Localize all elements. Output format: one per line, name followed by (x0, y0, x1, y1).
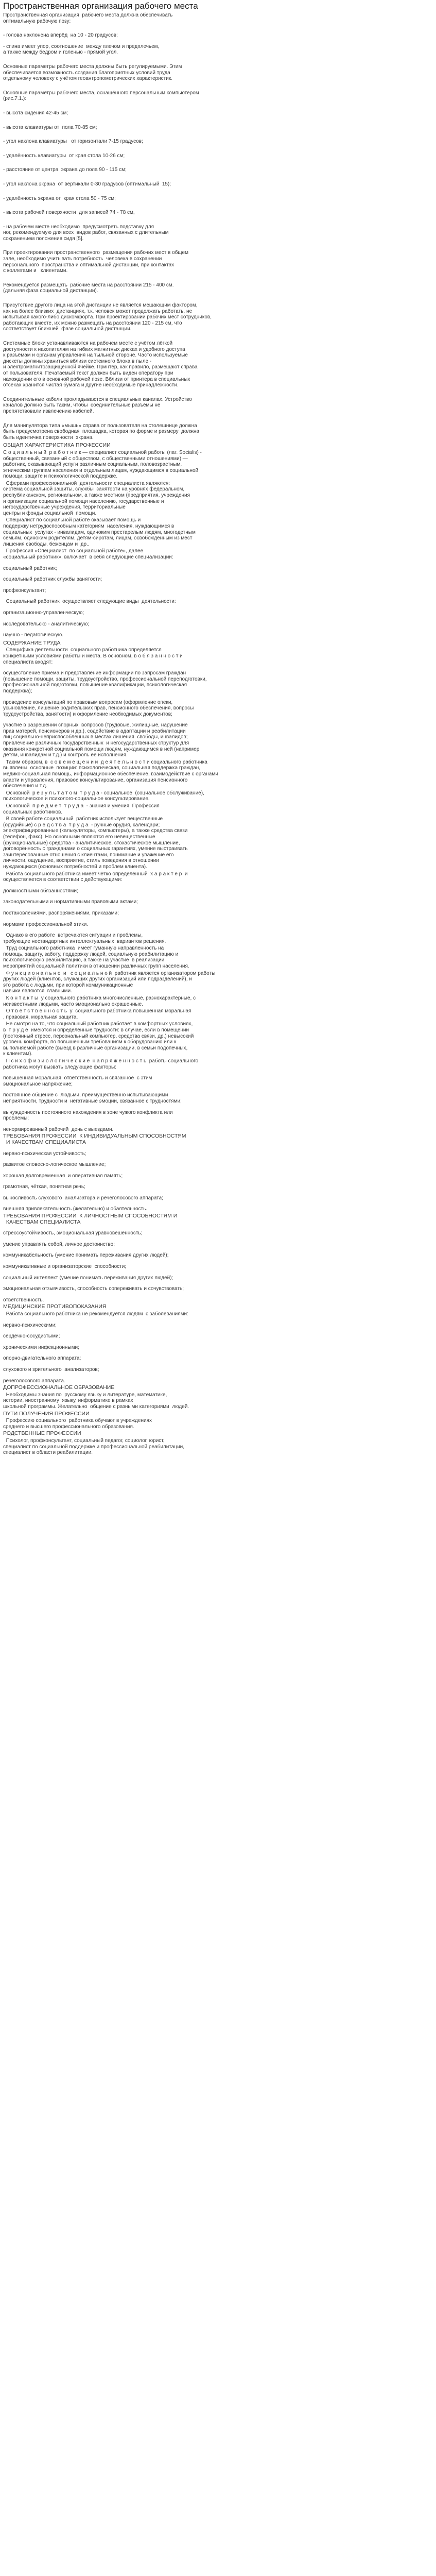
section-heading-content: СОДЕРЖАНИЕ ТРУДА (3, 639, 61, 646)
param-screen-distance: - удалённость экрана от края стола 50 - 75 см; (3, 195, 116, 201)
list-item: хорошая долговременная и оперативная память; (3, 1173, 123, 1179)
list-item: повышенная моральная ответственность и связанное с этим эмоциональное напряжение; (3, 1075, 152, 1087)
list-item: хроническими инфекционными; (3, 1344, 79, 1350)
section-heading-medical: МЕДИЦИНСКИЕ ПРОТИВОПОКАЗАНИЯ (3, 1303, 107, 1310)
list-item: нервно-психическими; (3, 1322, 57, 1328)
cables-paragraph: Соединительные кабели прокладываются в специальных каналах. Устройство каналов должно быть таким, чтобы соединительные разъёмы не препятствовали извлечению кабелей. (3, 396, 192, 414)
list-item: грамотная, чёткая, понятная речь; (3, 1184, 85, 1190)
content-paragraph: Работа социального работника имеет чётко определённый х а р а к т е р и осуществляется в соответствии с действующими: (3, 871, 188, 883)
page-title: Пространственная организация рабочего места (3, 1, 198, 11)
general-paragraph: Специалист по социальной работе оказывает помощь и поддержку нетрудоспособным категориям населения, нуждающимся в социальных услугах - инвалидам, одиноким престарелым людям, многодетным семьям, одиноким родителям, детям-сиротам, лицам, освобождённым из мест лишения свободы, беженцам и др.. (3, 517, 196, 547)
list-item: сердечно-сосудистыми; (3, 1333, 60, 1340)
list-item: социальный работник службы занятости; (3, 577, 102, 583)
list-item: ответственность. (3, 1297, 44, 1303)
list-item: развитое словесно-логическое мышление; (3, 1162, 106, 1168)
list-item: ненормированный рабочий день с выездами. (3, 1126, 114, 1132)
list-item: законодательными и нормативными правовыми актами; (3, 899, 138, 905)
list-item: профконсультант; (3, 587, 46, 594)
section-heading-individual: ТРЕБОВАНИЯ ПРОФЕССИИ К ИНДИВИДУАЛЬНЫМ СПОСОБНОСТЯМ И КАЧЕСТВАМ СПЕЦИАЛИСТА (3, 1133, 186, 1145)
related-paragraph: Психолог, профконсультант, социальный педагог, социолог, юрист, специалист по социальной поддержке и профессиональной реабилитации, специалист в области реабилитации. (3, 1437, 185, 1456)
section-heading-general: ОБЩАЯ ХАРАКТЕРИСТИКА ПРОФЕССИИ (3, 442, 111, 449)
list-item: социальный интеллект (умение понимать переживания других людей); (3, 1275, 173, 1281)
content-paragraph: Специфика деятельности социального работника определяется конкретными условиями работы и места. В основном, в о б я з а н н о с т и специалиста входят: (3, 647, 183, 665)
phase-paragraph: Присутствие другого лица на этой дистанции не является мешающим фактором, как на более близких дистанциях, т.к. человек может продолжать работать, не испытывая какого-либо дискомфорта. При проектировании рабочих мест сотрудников, работающих вместе, их можно размещать на расстоянии 120 - 215 см, что соответствует ближней фазе социальной дистанции. (3, 302, 212, 332)
list-item: социальный работник; (3, 565, 57, 571)
list-item: коммуникативные и организаторские способности; (3, 1264, 127, 1270)
param-keyboard-height: - высота клавиатуры от пола 70-85 см; (3, 124, 97, 130)
content-paragraph: участие в разрешении спорных вопросов (трудовые, жилищные, нарушение прав матерей, пенсионеров и др.), содействие в адаптации и реабилитации лиц социально-неприспособленных в местах лишения свободы, инвалидов; привлечение различных государственных и негосударственных структур для оказания конкретной социальной помощи людям, нуждающимся в ней (например детям, инвалидам и т.д.) и контроль ее исполнения. (3, 722, 200, 758)
intro-paragraph: Пространственная организация рабочего места должна обеспечивать оптимальную рабочую позу: (3, 12, 173, 24)
education-paragraph: Необходимы знания по русскому языку и литературе, математике, истории, иностранному языку, информатике в рамках школьной программы. Желательно общение с разными категориями людей. (3, 1392, 189, 1410)
content-paragraph: проведение консультаций по правовым вопросам (оформление опеки, усыновление, лишение родительских прав, пенсионного обеспечения, вопросы трудоустройства, занятости) и оформление необходимых документов; (3, 699, 194, 717)
list-item: вынужденность постоянного нахождения в зоне чужого конфликта или проблемы; (3, 1109, 173, 1122)
param-work-surface: - высота рабочей поверхности для записей 74 - 78 см, (3, 210, 135, 216)
posture-item-head: - голова наклонена вперёд на 10 - 20 градусов; (3, 32, 118, 39)
paths-paragraph: Профессию социального работника обучают в учреждениях среднего и высшего профессионального образования. (3, 1418, 152, 1430)
list-item: научно - педагогическую. (3, 632, 64, 638)
distance-paragraph: Рекомендуется размещать рабочие места на расстоянии 215 - 400 см. (дальняя фаза социальной дистанции). (3, 282, 174, 294)
content-paragraph: Труд социального работника имеет гуманную направленность на помощь, защиту, заботу, поддержку людей, социальную реабилитацию и психологическую реабилитацию, а также на участие в реализации мероприятий социальной политики в отношении различных групп населения. (3, 945, 189, 970)
list-item: постановлениями, распоряжениями, приказами; (3, 910, 119, 916)
param-screen-height: - расстояние от центра экрана до пола 90 - 115 см; (3, 167, 127, 173)
general-paragraph: С о ц и а л ь н ы й р а б о т н и к — специалист социальной работы (лат. Socialis) - общественный, связанный с обществом, с общественными отношениями) — работник, оказывающий услуги различным социальным, половозрастным, этническим группам населения и отдельным лицам, нуждающимся в социальной помощи, защите и психологической поддержке. (3, 449, 202, 480)
general-paragraph: Профессия «Специалист по социальной работе», далее «социальный работник», включает в себя следующие специализации: (3, 548, 173, 560)
list-item: нервно-психическая устойчивость; (3, 1150, 86, 1157)
list-item: стрессоустойчивость, эмоциональная уравновешенность; (3, 1230, 143, 1236)
pc-params-paragraph: Основные параметры рабочего места, оснащённого персональным компьютером (рис.7.1.): (3, 90, 199, 102)
content-paragraph: В своей работе социальный работник использует вещественные (орудийные) с р е д с т в а т р у д а - ручные орудия, календари; электрифицированные (калькуляторы, компьютеры), а также средства связи (телефон, факс). Но основными являются его невещественные (функциональные) средства - аналитическое, стохастическое мышление, договорённость с гражданами о социальных гарантиях, умение выстраивать заинтересованные отношения с клиентами, понимание и уважение его личности, ощущение, восприятие, стиль поведения в отношении нуждающихся (основных потребностей и проблем клиента). (3, 816, 188, 870)
param-seat: - высота сидения 42-45 см; (3, 110, 68, 116)
medical-paragraph: Работа социального работника не рекомендуется людям с заболеваниями: (3, 1311, 188, 1317)
content-paragraph: К о н т а к т ы у социального работника многочисленные, разнохарактерные, с неизвестными людьми, часто эмоционально окрашенные. (3, 995, 196, 1007)
posture-item-back: - спина имеет упор, соотношение между плечом и предплечьем, а также между бедром и голенью - прямой угол. (3, 43, 160, 56)
content-paragraph: П с и х о ф и з и о л о г и ч е с к и е н а п р я ж е н н о с т ь работы социального работника могут вызвать следующие факторы: (3, 1058, 199, 1070)
content-paragraph: О т в е т с т в е н н о с т ь у социального работника повышенная моральная , правовая, моральная защита. (3, 1008, 191, 1020)
list-item: умение управлять собой, личное достоинство; (3, 1241, 115, 1247)
param-screen-angle: - угол наклона экрана от вертикали 0-30 градусов (оптимальный 15); (3, 181, 171, 187)
section-heading-personal: ТРЕБОВАНИЯ ПРОФЕССИИ К ЛИЧНОСТНЫМ СПОСОБНОСТЯМ И КАЧЕСТВАМ СПЕЦИАЛИСТА (3, 1213, 178, 1225)
content-paragraph: Таким образом, в с о в е м е щ е н и и д е я т е л ь н о с т и социального работника выявлены основные позиции: психологическая, социальная поддержка граждан, медико-социальная помощь, информационное обеспечение, взаимодействие с органами власти и управления, правовое консультирование, организация пенсионного обеспечения и т.д. (3, 759, 218, 789)
list-item: исследовательско - аналитическую; (3, 621, 90, 627)
content-paragraph: Однако в его работе встречаются ситуации и проблемы, требующие нестандартных интеллектуальных вариантов решения. (3, 933, 166, 944)
system-units-paragraph: Системные блоки устанавливаются на рабочем месте с учётом лёгкой доступности к накопителям на гибких магнитных дисках и удобного доступа к разъёмам и органам управления на тыльной стороне. Часто используемые дискеты должны храниться вблизи системного блока в пыле - и электромагнитозащищённой ячейке. Принтер, как правило, размещают справа от пользователя. Печатаемый текст должен быть виден оператору при нахождении его в основной рабочей позе. Вблизи от принтера в специальных отсеках хранится чистая бумага и другие необходимые принадлежности. (3, 341, 198, 388)
param-footrest: - на рабочем месте необходимо предусмотреть подставку для ног, рекомендуемую для всех видов работ, связанных с длительным сохранением положения сидя [5]. (3, 224, 169, 242)
mouse-paragraph: Для манипулятора типа «мышь» справа от пользователя на столешнице должна быть предусмотрена свободная площадка, которая по форме и размеру должна быть идентична поверхности экрана. (3, 422, 199, 440)
params-paragraph: Основные параметры рабочего места должны быть регулируемыми. Этим обеспечивается возможность создания благоприятных условий труда отдельному человеку с учётом геоантропометрических характеристик. (3, 63, 182, 82)
list-item: должностными обязанностями; (3, 888, 78, 894)
list-item: речеголосового аппарата. (3, 1378, 65, 1384)
section-heading-education: ДОПРОФЕССИОНАЛЬНОЕ ОБРАЗОВАНИЕ (3, 1384, 115, 1391)
section-heading-related: РОДСТВЕННЫЕ ПРОФЕССИИ (3, 1430, 81, 1437)
content-paragraph: Основной п р е д м е т т р у д а - знания и умения. Профессия социальных работников. (3, 803, 160, 815)
param-keyboard-angle: - угол наклона клавиатуры от горизонтали 7-15 градусов; (3, 139, 143, 145)
content-paragraph: Основной р е з у л ь т а т о м т р у д а - социальное (социальное обслуживание), психологическое и психолого-социальное консультирование. (3, 790, 204, 802)
section-heading-paths: ПУТИ ПОЛУЧЕНИЯ ПРОФЕССИИ (3, 1410, 90, 1417)
list-item: нормами профессиональной этики. (3, 921, 89, 927)
list-item: слухового и зрительного анализаторов; (3, 1366, 99, 1372)
design-paragraph: При проектировании пространственного размещения рабочих мест в общем зале, необходимо учитывать потребность человека в сохранении персонального пространства и оптимальной дистанции, при контактах с коллегами и клиентами. (3, 250, 188, 274)
param-keyboard-distance: - удалённость клавиатуры от края стола 10-26 см; (3, 152, 125, 159)
content-paragraph: осуществление приема и представление информации по запросам граждан (повышение помощи, защиты, трудоустройство, профессиональной переподготовки, профессиональной подготовки, повышение квалификации, психологическая поддержка); (3, 670, 207, 694)
content-paragraph: Не смотря на то, что социальный работник работает в комфортных условиях, в т р у д е имеются и определённые трудности: в случае, если в помещении (постоянный стресс, персональный компьютер, средства связи, др.) невысокий уровень комфорта, по повышенным требованиям к оборудованию или к выполняемой работе (выезд в различные организации, в семьи подопечных, к клиентам). (3, 1021, 194, 1057)
list-item: коммуникабельность (умение понимать переживания других людей); (3, 1252, 169, 1259)
list-item: внешняя привлекательность (желательно) и обаятельность. (3, 1206, 148, 1212)
list-item: опорно-двигательного аппарата; (3, 1355, 81, 1362)
general-paragraph: Сферами профессиональной деятельности специалиста являются: система социальной защиты, службы занятости на уровнях федеральном, республиканском, региональном, а также местном (предприятия, учреждения и организации социальной помощи населению, государственные и негосударственные учреждения, территориальные центры и фонды социальной помощи. (3, 480, 190, 516)
list-item: постоянное общение с людьми, преимущественно испытывающими неприятности, трудности и негативные эмоции, связанное с трудностями; (3, 1092, 182, 1104)
list-item: выносливость слухового анализатора и речеголосового аппарата; (3, 1195, 163, 1201)
list-item: эмоциональная отзывчивость, способность сопереживать и сочувствовать; (3, 1286, 184, 1292)
list-item: организационно-управленческую; (3, 609, 84, 616)
list-item: Социальный работник осуществляет следующие виды деятельности: (3, 599, 176, 605)
content-paragraph: Ф у н к ц и о н а л ь н о и с о ц и а л ь н о й работник является организатором работы других людей (клиентов, служащих других организаций или подразделений), и это работа с людьми, при которой коммуникационные навыки являются главными. (3, 970, 216, 994)
